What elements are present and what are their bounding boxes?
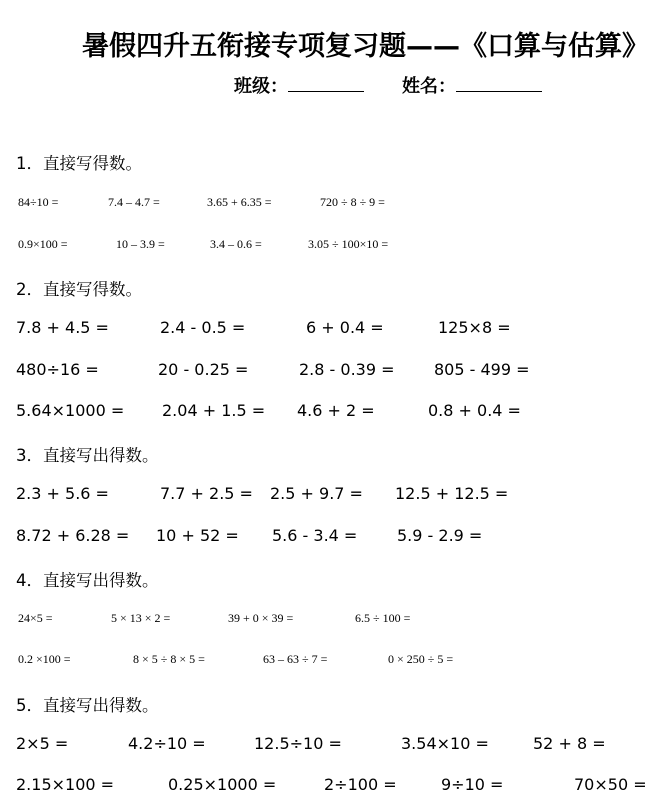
problem: 0.2 ×100 = [18,652,71,666]
problem: 10 + 52 = [156,526,239,545]
section-2-heading: 2．直接写得数。 [16,280,142,299]
problem: 20 - 0.25 = [158,360,249,379]
problem: 3.54×10 = [401,734,489,753]
problem: 2÷100 = [324,775,397,794]
class-field [234,72,364,98]
problem: 84÷10 = [18,195,59,209]
problem: 2.8 - 0.39 = [299,360,395,379]
name-label: 姓名： [402,76,456,97]
section-5-heading: 5．直接写出得数。 [16,696,159,715]
problem: 12.5 + 12.5 = [395,484,509,503]
problem: 39 + 0 × 39 = [228,611,294,625]
problem: 70×50 = [574,775,647,794]
problem: 6 + 0.4 = [306,318,384,337]
name-field [402,72,542,98]
problem: 12.5÷10 = [254,734,342,753]
problem: 9÷10 = [441,775,504,794]
problem: 0.9×100 = [18,237,68,251]
problem: 805 - 499 = [434,360,530,379]
problem: 0 × 250 ÷ 5 = [388,652,454,666]
problem: 480÷16 = [16,360,99,379]
problem: 52 + 8 = [533,734,606,753]
problem: 5.9 - 2.9 = [397,526,483,545]
problem: 5.6 - 3.4 = [272,526,358,545]
section-3-heading: 3．直接写出得数。 [16,446,159,465]
section-1-heading: 1．直接写得数。 [16,154,142,173]
problem: 8 × 5 ÷ 8 × 5 = [133,652,205,666]
problem: 2.3 + 5.6 = [16,484,109,503]
problem: 6.5 ÷ 100 = [355,611,411,625]
problem: 125×8 = [438,318,511,337]
problem: 2.04 + 1.5 = [162,401,266,420]
problem: 3.4 – 0.6 = [210,237,262,251]
problem: 2×5 = [16,734,69,753]
problem: 10 – 3.9 = [116,237,165,251]
problem: 5 × 13 × 2 = [111,611,171,625]
problem: 7.7 + 2.5 = [160,484,253,503]
section-4-heading: 4．直接写出得数。 [16,571,159,590]
problem: 4.6 + 2 = [297,401,375,420]
page-title: 暑假四升五衔接专项复习题——《口算与估算》 [82,31,649,62]
class-label: 班级： [234,76,288,97]
problem: 0.25×1000 = [168,775,277,794]
problem: 8.72 + 6.28 = [16,526,130,545]
problem: 63 – 63 ÷ 7 = [263,652,328,666]
problem: 2.4 - 0.5 = [160,318,246,337]
problem: 720 ÷ 8 ÷ 9 = [320,195,385,209]
problem: 4.2÷10 = [128,734,206,753]
problem: 0.8 + 0.4 = [428,401,521,420]
problem: 2.15×100 = [16,775,115,794]
problem: 3.65 + 6.35 = [207,195,272,209]
name-blank[interactable] [456,77,542,92]
class-blank[interactable] [288,77,364,92]
problem: 2.5 + 9.7 = [270,484,363,503]
problem: 24×5 = [18,611,53,625]
problem: 7.4 – 4.7 = [108,195,160,209]
problem: 3.05 ÷ 100×10 = [308,237,389,251]
problem: 5.64×1000 = [16,401,125,420]
problem: 7.8 + 4.5 = [16,318,109,337]
